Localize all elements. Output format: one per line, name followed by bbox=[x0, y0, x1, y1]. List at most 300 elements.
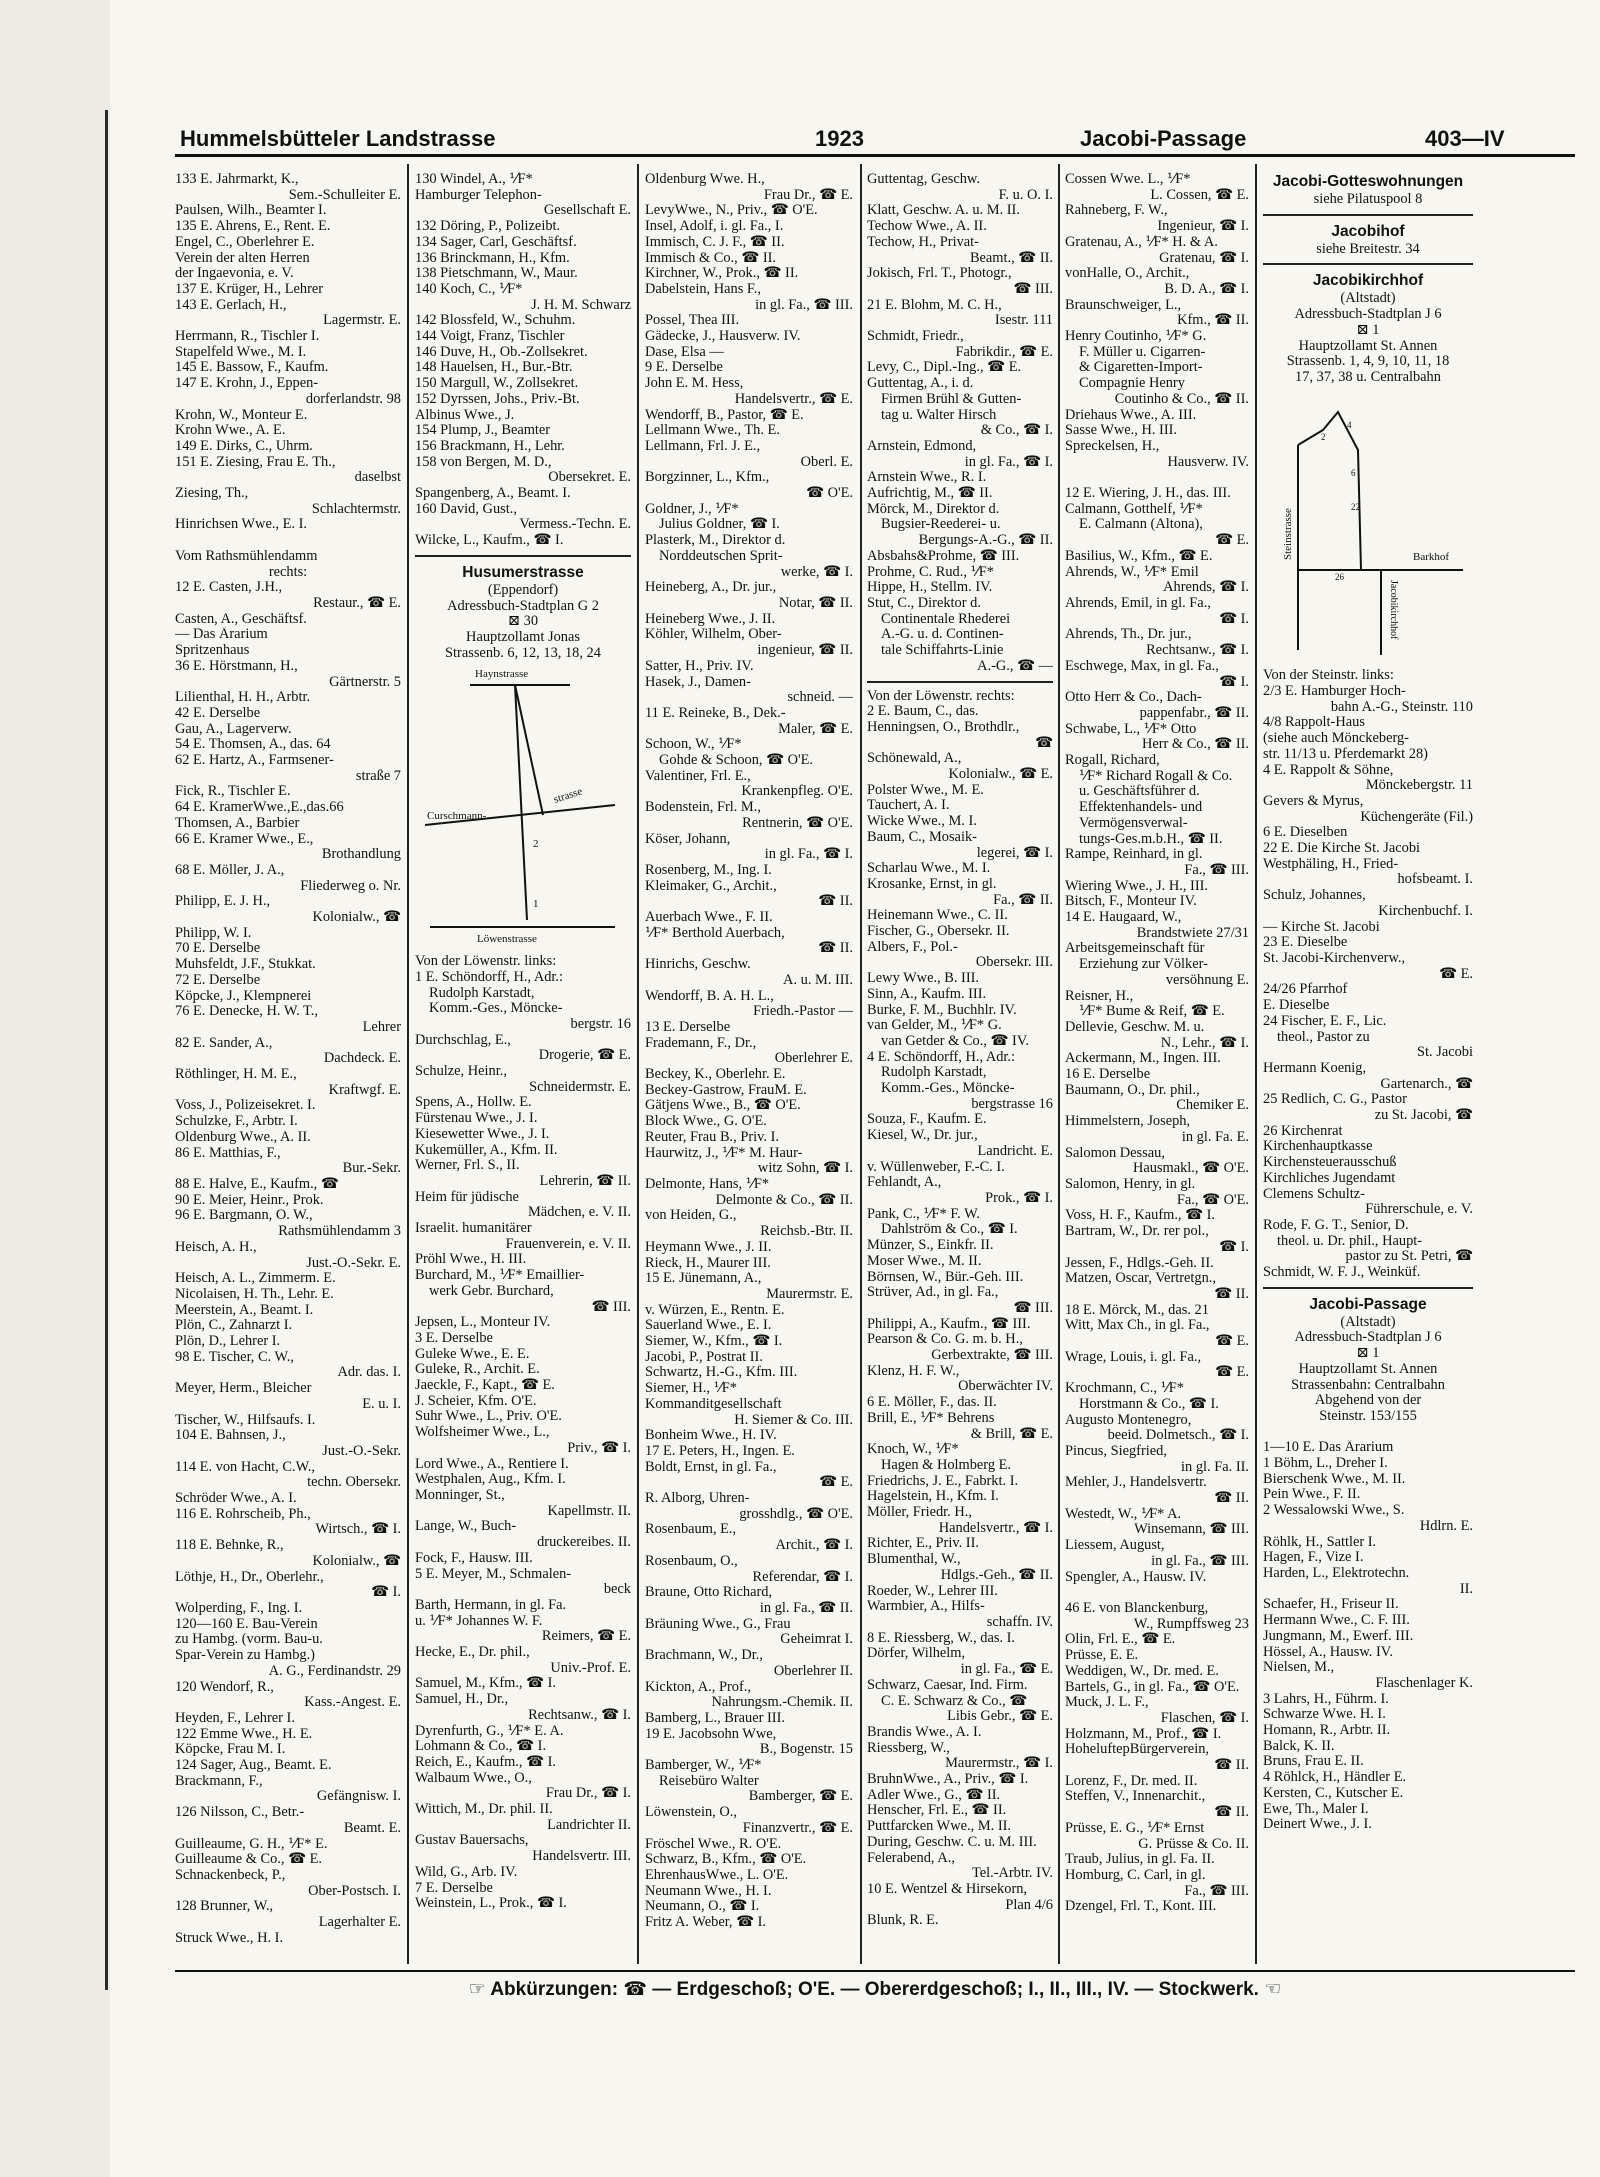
column-3 bbox=[645, 172, 853, 1962]
directory-line: 1 E. Schöndorff, H., Adr.: bbox=[415, 969, 564, 985]
directory-line: Felerabend, A., bbox=[867, 1850, 955, 1866]
directory-line: Hinrichs, Geschw. bbox=[645, 957, 751, 973]
directory-line: Strüver, Ad., in gl. Fa., bbox=[867, 1285, 999, 1301]
directory-line: Lohmann & Co., ☎ I. bbox=[415, 1739, 547, 1755]
directory-line: Kolonialw., ☎ E. bbox=[948, 767, 1053, 783]
directory-line: Struck Wwe., H. I. bbox=[175, 1930, 284, 1946]
directory-line: 24 Fischer, E. F., Lic. bbox=[1263, 1013, 1387, 1029]
directory-line: St. Jacobi-Kirchenverw., bbox=[1263, 950, 1406, 966]
directory-line: Von der Steinstr. links: bbox=[1263, 668, 1394, 684]
directory-line: 4 E. Schöndorff, H., Adr.: bbox=[867, 1049, 1016, 1065]
directory-line: Firmen Brühl & Gutten- bbox=[881, 391, 1022, 407]
column-5 bbox=[1065, 172, 1249, 1962]
directory-line: Salomon Dessau, bbox=[1065, 1145, 1165, 1161]
directory-line: Jokisch, Frl. T., Photogr., bbox=[867, 266, 1012, 282]
section-rule bbox=[415, 555, 631, 557]
directory-line: Aufrichtig, M., ☎ II. bbox=[867, 486, 993, 502]
directory-line: 120—160 E. Bau-Verein bbox=[175, 1616, 318, 1632]
directory-line: Gefängnisw. I. bbox=[316, 1789, 401, 1805]
directory-line: Hermann Koenig, bbox=[1263, 1060, 1367, 1076]
directory-line: 96 E. Bargmann, O. W., bbox=[175, 1208, 313, 1224]
directory-line: J. H. M. Schwarz bbox=[531, 297, 631, 313]
directory-line: tale Schiffahrts-Linie bbox=[881, 643, 1004, 659]
directory-line: F. Müller u. Cigarren- bbox=[1079, 344, 1206, 360]
directory-line: Köser, Johann, bbox=[645, 831, 731, 847]
directory-line: Julius Goldner, ☎ I. bbox=[659, 517, 780, 533]
directory-line: H. Siemer & Co. III. bbox=[734, 1412, 853, 1428]
directory-line: 122 Emme Wwe., H. E. bbox=[175, 1726, 313, 1742]
directory-line: in gl. Fa. E. bbox=[1181, 1129, 1249, 1145]
directory-line: Witt, Max Ch., in gl. Fa., bbox=[1065, 1318, 1210, 1334]
directory-line: ⅟F* Berthold Auerbach, bbox=[645, 925, 785, 941]
directory-line: Spens, A., Hollw. E. bbox=[415, 1095, 532, 1111]
directory-line: 138 Pietschmann, W., Maur. bbox=[415, 266, 578, 282]
directory-line: Beamt., ☎ II. bbox=[969, 250, 1053, 266]
directory-line: 143 E. Gerlach, H., bbox=[175, 297, 287, 313]
directory-line: Beckey, K., Oberlehr. E. bbox=[645, 1067, 786, 1083]
column-6 bbox=[1263, 172, 1473, 1962]
directory-line: Muck, J. L. F., bbox=[1065, 1695, 1149, 1711]
directory-line: Rudolph Karstadt, bbox=[429, 985, 535, 1001]
directory-line: Jepsen, L., Monteur IV. bbox=[415, 1315, 551, 1331]
directory-line: Klenz, H. F. W., bbox=[867, 1363, 960, 1379]
directory-line: ☎ II. bbox=[818, 941, 853, 957]
directory-line: Börnsen, W., Bür.-Geh. III. bbox=[867, 1269, 1024, 1285]
directory-line: Henry Coutinho, ⅟F* G. bbox=[1065, 329, 1207, 345]
directory-line: Handelsvertr., ☎ I. bbox=[938, 1520, 1053, 1536]
directory-line: Henningsen, O., Brothdlr., bbox=[867, 719, 1020, 735]
street-heading: Husumerstrasse bbox=[462, 563, 584, 581]
directory-line: Klatt, Geschw. A. u. M. II. bbox=[867, 203, 1020, 219]
directory-line: ☎ E. bbox=[1215, 1365, 1249, 1381]
directory-line: Albinus Wwe., J. bbox=[415, 407, 515, 423]
directory-line: Adressbuch-Stadtplan J 6 bbox=[1294, 307, 1442, 323]
column-4 bbox=[867, 172, 1053, 1962]
map-house-number: 26 bbox=[1335, 571, 1344, 582]
directory-line: Möller, Friedr. H., bbox=[867, 1505, 972, 1521]
directory-line: Lange, W., Buch- bbox=[415, 1519, 517, 1535]
directory-line: Wiering Wwe., J. H., III. bbox=[1065, 878, 1209, 894]
directory-line: Brachmann, W., Dr., bbox=[645, 1648, 763, 1664]
directory-line: Just.-O.-Sekr. bbox=[322, 1443, 401, 1459]
directory-line: Clemens Schultz- bbox=[1263, 1186, 1365, 1202]
directory-line: Kirchenbuchf. I. bbox=[1378, 903, 1473, 919]
directory-line: Rosenbaum, E., bbox=[645, 1522, 737, 1538]
directory-line: BruhnWwe., A., Priv., ☎ I. bbox=[867, 1772, 1029, 1788]
directory-line: vonHalle, O., Archit., bbox=[1065, 266, 1190, 282]
directory-line: Führerschule, e. V. bbox=[1365, 1202, 1473, 1218]
directory-line: Rahneberg, F. W., bbox=[1065, 203, 1168, 219]
directory-line: Sasse Wwe., H. III. bbox=[1065, 423, 1178, 439]
book-spine-line bbox=[105, 110, 108, 1990]
directory-line: Fabrikdir., ☎ E. bbox=[955, 344, 1053, 360]
directory-line: Kersten, C., Kutscher E. bbox=[1263, 1785, 1404, 1801]
map-house-number: 4 bbox=[1347, 419, 1352, 430]
directory-line: Kolonialw., ☎ bbox=[312, 910, 401, 926]
directory-line: 23 E. Dieselbe bbox=[1263, 935, 1348, 951]
directory-line: Prüsse, E. G., ⅟F* Ernst bbox=[1065, 1820, 1205, 1836]
directory-line: Monninger, St., bbox=[415, 1488, 505, 1503]
directory-line: ☎ I. bbox=[1219, 674, 1249, 690]
directory-line: Vermess.-Techn. E. bbox=[519, 517, 631, 533]
directory-line: 150 Margull, W., Zollsekret. bbox=[415, 376, 579, 392]
directory-line: rechts: bbox=[268, 564, 308, 580]
directory-line: Westedt, W., ⅟F* A. bbox=[1065, 1506, 1182, 1522]
directory-line: Casten, A., Geschäftsf. bbox=[175, 611, 307, 627]
directory-line: 144 Voigt, Franz, Tischler bbox=[415, 329, 565, 345]
directory-line: Nahrungsm.-Chemik. II. bbox=[711, 1695, 853, 1711]
directory-line: Blumenthal, W., bbox=[867, 1552, 961, 1568]
map-house-number: 22 bbox=[1351, 501, 1360, 512]
directory-line: 2 E. Baum, C., das. bbox=[867, 704, 979, 720]
directory-line: Delmonte & Co., ☎ II. bbox=[715, 1192, 853, 1208]
directory-line: Samuel, H., Dr., bbox=[415, 1692, 509, 1708]
directory-line: Scharlau Wwe., M. I. bbox=[867, 861, 991, 877]
directory-line: Spangenberg, A., Beamt. I. bbox=[415, 486, 571, 502]
directory-line: Hauptzollamt St. Annen bbox=[1298, 1361, 1438, 1377]
directory-line: Obersekret. E. bbox=[548, 470, 631, 486]
directory-line: 137 E. Krüger, H., Lehrer bbox=[175, 281, 324, 297]
directory-line: Herr & Co., ☎ II. bbox=[1141, 737, 1249, 753]
directory-line: Wicke Wwe., M. I. bbox=[867, 814, 977, 830]
directory-line: Rieck, H., Maurer III. bbox=[645, 1255, 771, 1271]
directory-line: Hdlgs.-Geh., ☎ II. bbox=[940, 1567, 1053, 1583]
husumerstrasse-street-map bbox=[415, 665, 625, 945]
directory-line: 154 Plump, J., Beamter bbox=[415, 423, 551, 439]
directory-line: ☎ II. bbox=[818, 894, 853, 910]
directory-line: Dase, Elsa — bbox=[645, 344, 724, 360]
page-header bbox=[175, 112, 1575, 157]
directory-line: ☎ I. bbox=[1219, 1239, 1249, 1255]
directory-line: (Eppendorf) bbox=[487, 582, 559, 598]
directory-line: Borgzinner, L., Kfm., bbox=[645, 470, 770, 486]
directory-line: Fa., ☎ O'E. bbox=[1176, 1192, 1249, 1208]
column-divider bbox=[407, 164, 409, 1964]
directory-line: Röhlk, H., Sattler I. bbox=[1263, 1534, 1377, 1550]
directory-line: Hasek, J., Damen- bbox=[645, 674, 751, 690]
directory-line: Schwarz, B., Kfm., ☎ O'E. bbox=[645, 1852, 807, 1868]
directory-line: LevyWwe., N., Priv., ☎ O'E. bbox=[645, 203, 818, 219]
directory-line: Herrmann, R., Tischler I. bbox=[175, 329, 320, 345]
directory-line: Löwenstein, O., bbox=[645, 1805, 737, 1821]
directory-line: Blunk, R. E. bbox=[867, 1913, 939, 1929]
directory-line: Neumann Wwe., H. I. bbox=[645, 1883, 772, 1899]
directory-line: in gl. Fa., ☎ II. bbox=[759, 1600, 853, 1616]
directory-line: Hecke, E., Dr. phil., bbox=[415, 1645, 530, 1661]
directory-line: Heisch, A. H., bbox=[175, 1239, 257, 1255]
directory-line: Absbahs&Prohme, ☎ III. bbox=[867, 548, 1020, 564]
street-heading: Jacobikirchhof bbox=[1312, 272, 1424, 290]
directory-line: Westphalen, Aug., Kfm. I. bbox=[415, 1472, 566, 1488]
directory-line: Fischer, G., Obersekr. II. bbox=[867, 924, 1010, 940]
directory-line: Weinstein, L., Prok., ☎ I. bbox=[415, 1896, 567, 1912]
directory-line: Fehlandt, A., bbox=[867, 1175, 942, 1191]
directory-line: Kapellmstr. II. bbox=[547, 1503, 631, 1519]
directory-line: Hermann Wwe., C. F. III. bbox=[1263, 1613, 1410, 1629]
directory-line: Kfm., ☎ II. bbox=[1177, 313, 1249, 329]
directory-line: Driehaus Wwe., A. III. bbox=[1065, 407, 1197, 423]
directory-line: u. ⅟F* Johannes W. F. bbox=[415, 1613, 543, 1629]
directory-line: Wendorff, B. A. H. L., bbox=[645, 988, 774, 1004]
directory-line: Oberlehrer II. bbox=[773, 1663, 853, 1679]
directory-line: Schaefer, H., Friseur II. bbox=[1263, 1597, 1399, 1613]
directory-line: 152 Dyrssen, Johs., Priv.-Bt. bbox=[415, 391, 580, 407]
directory-line: Wrage, Louis, i. gl. Fa., bbox=[1065, 1349, 1202, 1365]
directory-line: 18 E. Mörck, M., das. 21 bbox=[1065, 1302, 1209, 1318]
directory-line: Siemer, W., Kfm., ☎ I. bbox=[645, 1334, 783, 1350]
directory-line: Brandstwiete 27/31 bbox=[1136, 925, 1249, 941]
directory-line: Münzer, S., Einkfr. II. bbox=[867, 1238, 994, 1254]
directory-line: beck bbox=[603, 1582, 631, 1598]
directory-line: 42 E. Derselbe bbox=[175, 705, 261, 721]
directory-line: beeid. Dolmetsch., ☎ I. bbox=[1107, 1428, 1249, 1444]
directory-line: Jessen, F., Hdlgs.-Geh. II. bbox=[1065, 1255, 1214, 1271]
directory-line: & Brill, ☎ E. bbox=[970, 1426, 1053, 1442]
directory-line: Compagnie Henry bbox=[1079, 376, 1185, 392]
directory-line: B. D. A., ☎ I. bbox=[1164, 281, 1249, 297]
directory-line: Meerstein, A., Beamt. I. bbox=[175, 1302, 314, 1318]
directory-line: Basilius, W., Kfm., ☎ E. bbox=[1065, 548, 1213, 564]
directory-line: Fa., ☎ II. bbox=[993, 892, 1053, 908]
directory-line: 82 E. Sander, A., bbox=[175, 1035, 273, 1051]
directory-line: Lellmann, Frl. J. E., bbox=[645, 438, 761, 454]
directory-line: Reuter, Frau B., Priv. I. bbox=[645, 1129, 779, 1145]
directory-line: Gesellschaft E. bbox=[543, 203, 631, 219]
directory-line: 134 Sager, Carl, Geschäftsf. bbox=[415, 234, 577, 250]
directory-line: Immisch, C. J. F., ☎ II. bbox=[645, 234, 785, 250]
directory-line: Isestr. 111 bbox=[994, 313, 1053, 329]
directory-line: Block Wwe., G. O'E. bbox=[645, 1114, 767, 1130]
directory-line: Dellevie, Geschw. M. u. bbox=[1065, 1019, 1205, 1035]
directory-line: 62 E. Hartz, A., Farmsener- bbox=[175, 753, 334, 769]
directory-line: A.-G., ☎ — bbox=[977, 658, 1053, 674]
directory-line: Fürstenau Wwe., J. I. bbox=[415, 1111, 538, 1127]
header-page-number: 403—IV bbox=[1425, 126, 1505, 151]
directory-line: Voss, H. F., Kaufm., ☎ I. bbox=[1065, 1208, 1216, 1224]
directory-line: Brill, E., ⅟F* Behrens bbox=[867, 1410, 995, 1426]
directory-line: Westphäling, H., Fried- bbox=[1263, 856, 1399, 872]
directory-line: Prohme, C. Rud., ⅟F* bbox=[867, 564, 994, 580]
directory-line: Steffen, V., Innenarchit., bbox=[1065, 1789, 1206, 1805]
directory-line: Guttentag, A., i. d. bbox=[867, 376, 974, 392]
directory-line: 120 Wendorf, R., bbox=[175, 1679, 274, 1695]
directory-line: Guilleaume & Co., ☎ E. bbox=[175, 1852, 323, 1868]
directory-line: Techow Wwe., A. II. bbox=[867, 219, 987, 235]
directory-line: Voss, J., Polizeisekret. I. bbox=[175, 1098, 316, 1114]
directory-line: 66 E. Kramer Wwe., E., bbox=[175, 831, 314, 847]
directory-line: Polster Wwe., M. E. bbox=[867, 782, 984, 798]
directory-line: Wendorff, B., Pastor, ☎ E. bbox=[645, 407, 804, 423]
directory-line: Köpcke, J., Klempnerei bbox=[175, 988, 312, 1004]
directory-line: Braune, Otto Richard, bbox=[645, 1585, 773, 1601]
directory-line: Norddeutschen Sprit- bbox=[659, 548, 783, 564]
directory-line: Rentnerin, ☎ O'E. bbox=[742, 815, 853, 831]
directory-line: Bamberger, ☎ E. bbox=[748, 1789, 853, 1805]
directory-line: 8 E. Riessberg, W., das. I. bbox=[867, 1630, 1016, 1646]
directory-line: Possel, Thea III. bbox=[645, 313, 740, 329]
directory-line: Strassenb. 6, 12, 13, 18, 24 bbox=[445, 645, 601, 661]
directory-line: bergstr. 16 bbox=[570, 1016, 631, 1032]
directory-line: Ahrends, Th., Dr. jur., bbox=[1065, 627, 1192, 643]
directory-line: Bräuning Wwe., G., Frau bbox=[645, 1616, 791, 1632]
directory-line: Arbeitsgemeinschaft für bbox=[1065, 941, 1205, 957]
directory-line: tungs-Ges.m.b.H., ☎ II. bbox=[1079, 831, 1223, 847]
header-right-street: Jacobi-Passage bbox=[1080, 126, 1247, 151]
directory-line: Holzmann, M., Prof., ☎ I. bbox=[1065, 1726, 1222, 1742]
directory-line: Schröder Wwe., A. I. bbox=[175, 1491, 297, 1507]
directory-line: Bamberger, W., ⅟F* bbox=[645, 1758, 762, 1774]
directory-line: G. Prüsse & Co. II. bbox=[1138, 1836, 1249, 1852]
directory-line: II. bbox=[1459, 1581, 1473, 1597]
directory-line: Plan 4/6 bbox=[1005, 1897, 1053, 1913]
street-heading: Jacobi-Gotteswohnungen bbox=[1272, 173, 1464, 190]
directory-line: werk Gebr. Burchard, bbox=[429, 1283, 554, 1299]
directory-line: Gustav Bauersachs, bbox=[415, 1833, 529, 1849]
directory-line: Schwabe, L., ⅟F* Otto bbox=[1065, 721, 1197, 737]
directory-line: Werner, Frl. S., II. bbox=[415, 1158, 520, 1174]
directory-line: dorferlandstr. 98 bbox=[305, 391, 401, 407]
directory-line: legerei, ☎ I. bbox=[976, 845, 1053, 861]
directory-line: Rudolph Karstadt, bbox=[881, 1065, 987, 1081]
directory-line: Röthlinger, H. M. E., bbox=[175, 1067, 297, 1083]
directory-line: Hagen & Holmberg E. bbox=[881, 1457, 1012, 1473]
jacobikirchhof-street-map bbox=[1263, 390, 1468, 660]
directory-line bbox=[175, 533, 401, 549]
directory-line: Krosanke, Ernst, in gl. bbox=[867, 876, 997, 892]
directory-line: 70 E. Derselbe bbox=[175, 941, 261, 957]
directory-line: 6 E. Möller, F., das. II. bbox=[867, 1395, 997, 1411]
directory-line: Bamberg, L., Brauer III. bbox=[645, 1710, 785, 1726]
directory-line: 4 E. Rappolt & Söhne, bbox=[1263, 762, 1394, 778]
directory-line: Tauchert, A. I. bbox=[867, 798, 950, 814]
directory-line: ☎ I. bbox=[1219, 611, 1249, 627]
directory-line: Vermögensverwal- bbox=[1079, 815, 1188, 831]
directory-line: Schulz, Johannes, bbox=[1263, 888, 1366, 904]
directory-line: Schwarze Wwe. H. I. bbox=[1263, 1707, 1386, 1723]
directory-line: ☎ E. bbox=[1215, 1334, 1249, 1350]
directory-line: Roeder, W., Lehrer III. bbox=[867, 1583, 998, 1599]
directory-line: Lorenz, F., Dr. med. II. bbox=[1065, 1773, 1198, 1789]
directory-line: E. u. I. bbox=[362, 1396, 401, 1412]
directory-line: Riessberg, W., bbox=[867, 1740, 950, 1756]
map-house-number: 1 bbox=[533, 898, 539, 911]
directory-line: ☎ II. bbox=[1214, 1491, 1249, 1507]
directory-line: Mönckebergstr. 11 bbox=[1365, 778, 1473, 794]
directory-line: pappenfabr., ☎ II. bbox=[1139, 705, 1249, 721]
directory-line: hofsbeamt. I. bbox=[1397, 872, 1473, 888]
directory-line: Arnstein Wwe., R. I. bbox=[867, 470, 987, 486]
directory-line: Hauptzollamt Jonas bbox=[466, 629, 580, 645]
directory-line: Olin, Frl. E., ☎ E. bbox=[1065, 1632, 1176, 1648]
directory-line: van Getder & Co., ☎ IV. bbox=[881, 1033, 1029, 1049]
directory-line: theol. u. Dr. phil., Haupt- bbox=[1277, 1233, 1423, 1249]
directory-line: Gratenau, ☎ I. bbox=[1159, 250, 1249, 266]
directory-line: Verein der alten Herren bbox=[175, 250, 310, 266]
directory-line: HoheluftерBürgerverein, bbox=[1065, 1742, 1209, 1758]
directory-line: Souza, F., Kaufm. E. bbox=[867, 1112, 987, 1128]
directory-line: 17 E. Peters, H., Ingen. E. bbox=[645, 1443, 795, 1459]
directory-line: Weddigen, W., Dr. med. E. bbox=[1065, 1663, 1219, 1679]
directory-line: 22 E. Die Kirche St. Jacobi bbox=[1263, 841, 1421, 857]
directory-line: Prüsse, E. E. bbox=[1065, 1648, 1139, 1664]
directory-line: Krankenpfleg. O'E. bbox=[741, 784, 853, 800]
directory-line: ☎ I. bbox=[371, 1585, 401, 1601]
directory-line: Beamt. E. bbox=[343, 1820, 401, 1836]
directory-line: C. E. Schwarz & Co., ☎ bbox=[881, 1693, 1028, 1709]
directory-line: Maurermstr. E. bbox=[766, 1286, 853, 1302]
map-street-label-bottom: Löwenstrasse bbox=[477, 933, 537, 946]
directory-line: 3 Lahrs, H., Führm. I. bbox=[1263, 1691, 1389, 1707]
directory-line: 10 E. Wentzel & Hirsekorn, bbox=[867, 1881, 1028, 1897]
directory-line: pastor zu St. Petri, ☎ bbox=[1345, 1249, 1473, 1265]
directory-line: Burke, F. M., Buchhlr. IV. bbox=[867, 1002, 1017, 1018]
directory-line: in gl. Fa. II. bbox=[1181, 1459, 1249, 1475]
column-2 bbox=[415, 172, 631, 1962]
directory-line: siehe Breitestr. 34 bbox=[1316, 241, 1420, 257]
directory-line: Durchschlag, E., bbox=[415, 1032, 511, 1048]
directory-line: ☎ E. bbox=[1439, 966, 1473, 982]
directory-line: 116 E. Rohrscheib, Ph., bbox=[175, 1506, 311, 1522]
directory-line: Thomsen, A., Barbier bbox=[175, 815, 300, 831]
directory-line: 146 Duve, H., Ob.-Zollsekret. bbox=[415, 344, 588, 360]
directory-line: Kirchensteuerausschuß bbox=[1263, 1155, 1397, 1171]
directory-line: straße 7 bbox=[355, 768, 401, 784]
directory-line: Heinemann Wwe., C. II. bbox=[867, 908, 1008, 924]
directory-line: 135 E. Ahrens, E., Rent. E. bbox=[175, 219, 331, 235]
directory-line: & Cigaretten-Import- bbox=[1079, 360, 1203, 376]
directory-line: Puttfarcken Wwe., M. II. bbox=[867, 1819, 1011, 1835]
directory-line: Augusto Montenegro, bbox=[1065, 1412, 1192, 1428]
directory-line: Bitsch, F., Monteur IV. bbox=[1065, 894, 1197, 910]
directory-line: Lagermstr. E. bbox=[323, 313, 401, 329]
directory-line: Referendar, ☎ I. bbox=[752, 1569, 853, 1585]
directory-line: Lellmann Wwe., Th. E. bbox=[645, 423, 780, 439]
directory-line: Oberwächter IV. bbox=[958, 1379, 1053, 1395]
directory-line: Plasterk, M., Direktor d. bbox=[645, 533, 786, 549]
directory-line: Flaschen, ☎ I. bbox=[1160, 1710, 1249, 1726]
abbreviations-footer: ☞ Abkürzungen: ☎ — Erdgeschoß; O'E. — Obererdgeschoß; I., II., III., IV. — Stockwerk. ☜ bbox=[175, 1970, 1575, 2001]
directory-line: Bartels, G., in gl. Fa., ☎ O'E. bbox=[1065, 1679, 1240, 1695]
directory-line: 54 E. Thomsen, A., das. 64 bbox=[175, 737, 331, 753]
directory-line: 1 Böhm, L., Dreher I. bbox=[1263, 1456, 1388, 1472]
directory-line: Immisch & Co., ☎ II. bbox=[645, 250, 777, 266]
directory-line: Strassenbahn: Centralbahn bbox=[1291, 1377, 1445, 1393]
directory-line: Gartenarch., ☎ bbox=[1380, 1076, 1473, 1092]
directory-line: Albers, F., Pol.- bbox=[867, 939, 958, 955]
directory-line: Plön, C., Zahnarzt I. bbox=[175, 1318, 293, 1334]
directory-line: Salomon, Henry, in gl. bbox=[1065, 1177, 1196, 1192]
directory-line: Pearson & Co. G. m. b. H., bbox=[867, 1332, 1023, 1348]
directory-line: Kleimaker, G., Archit., bbox=[645, 878, 777, 894]
directory-line: 15 E. Jünemann, A., bbox=[645, 1271, 762, 1287]
directory-line: Friedrichs, J. E., Fabrkt. I. bbox=[867, 1473, 1019, 1489]
directory-line: Dachdeck. E. bbox=[323, 1051, 401, 1067]
directory-line: Calmann, Gotthelf, ⅟F* bbox=[1065, 501, 1203, 517]
directory-line: 11 E. Reineke, B., Dek.- bbox=[645, 705, 786, 721]
section-rule bbox=[1263, 214, 1473, 216]
directory-line: Richter, E., Priv. II. bbox=[867, 1536, 979, 1552]
directory-line: Braunschweiger, L., bbox=[1065, 297, 1182, 313]
directory-line: ingenieur, ☎ II. bbox=[757, 643, 853, 659]
map-street-label-right: strasse bbox=[552, 785, 584, 807]
directory-line: Israelit. humanitärer bbox=[415, 1221, 532, 1237]
directory-line: Restaur., ☎ E. bbox=[313, 595, 401, 611]
directory-line: 130 Windel, A., ⅟F* bbox=[415, 172, 533, 187]
directory-line: Auerbach Wwe., F. II. bbox=[645, 910, 773, 926]
directory-line: Prok., ☎ I. bbox=[985, 1191, 1053, 1206]
directory-line: 46 E. von Blanckenburg, bbox=[1065, 1600, 1209, 1616]
column-divider bbox=[637, 164, 639, 1964]
